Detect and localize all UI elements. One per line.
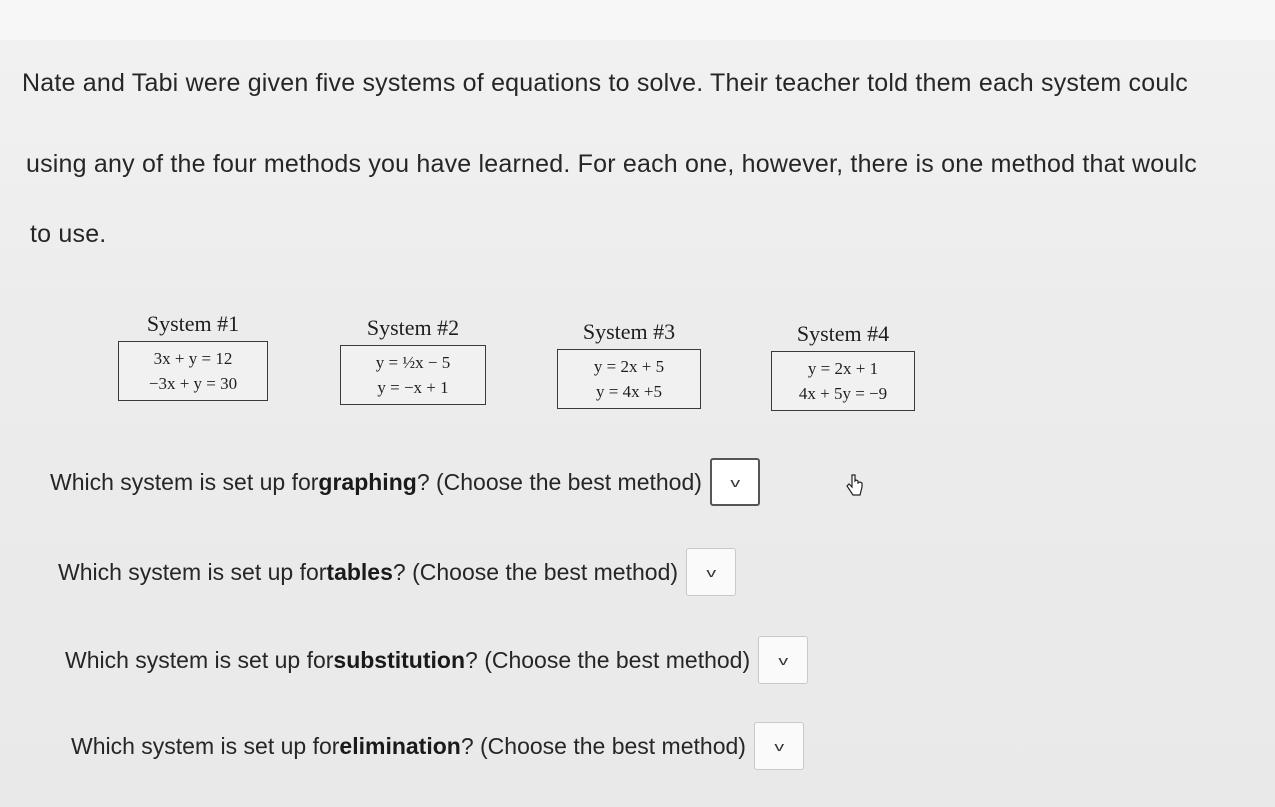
question-suffix: ? (Choose the best method) — [392, 558, 679, 585]
intro-text-line-3: to use. — [30, 220, 107, 248]
equation-1: y = ½x − 5 — [375, 353, 451, 372]
question-substitution — [65, 636, 808, 684]
system-equations-box — [557, 349, 701, 409]
question-prefix: Which system is set up for — [71, 732, 340, 759]
equation-1: y = 2x + 5 — [593, 357, 665, 376]
system-3-card — [557, 319, 701, 409]
chevron-down-icon: v — [706, 564, 716, 580]
system-title: System #3 — [582, 319, 676, 344]
system-equations-box — [340, 345, 486, 405]
graphing-answer-dropdown[interactable] — [710, 458, 760, 506]
question-prefix: Which system is set up for — [58, 558, 327, 585]
question-method: tables — [326, 558, 393, 585]
tables-answer-dropdown[interactable] — [686, 548, 736, 596]
question-suffix: ? (Choose the best method) — [416, 468, 702, 495]
chevron-down-icon: v — [730, 474, 740, 490]
question-suffix: ? (Choose the best method) — [465, 646, 751, 673]
system-4-card — [771, 321, 915, 411]
question-suffix: ? (Choose the best method) — [460, 732, 746, 759]
question-elimination — [71, 722, 804, 770]
system-title: System #2 — [366, 315, 460, 340]
system-2-card — [340, 315, 486, 405]
equation-2: −3x + y = 30 — [148, 374, 238, 393]
question-method: graphing — [318, 468, 417, 495]
system-equations-box — [771, 351, 915, 411]
intro-text-line-2: using any of the four methods you have learned. For each one, however, there is one method that woulc — [26, 150, 1197, 178]
intro-text-line-1: Nate and Tabi were given five systems of equations to solve. Their teacher told them each system coulc — [22, 69, 1188, 97]
pointer-cursor-icon — [845, 473, 865, 499]
system-title: System #1 — [146, 311, 240, 336]
chevron-down-icon: v — [778, 652, 788, 668]
system-title: System #4 — [796, 321, 890, 346]
equation-2: y = −x + 1 — [377, 378, 449, 397]
question-prefix: Which system is set up for — [65, 646, 334, 673]
equation-2: 4x + 5y = −9 — [798, 384, 888, 403]
system-equations-box — [118, 341, 268, 401]
equation-1: 3x + y = 12 — [153, 349, 233, 368]
system-1-card — [118, 311, 268, 401]
equation-1: y = 2x + 1 — [807, 359, 879, 378]
question-graphing — [50, 458, 760, 506]
elimination-answer-dropdown[interactable] — [754, 722, 804, 770]
chevron-down-icon: v — [774, 738, 784, 754]
equation-2: y = 4x +5 — [596, 382, 662, 401]
question-method: elimination — [339, 732, 461, 759]
substitution-answer-dropdown[interactable] — [758, 636, 808, 684]
question-tables — [58, 548, 736, 596]
question-method: substitution — [333, 646, 466, 673]
question-prefix: Which system is set up for — [50, 468, 319, 495]
top-bar — [0, 0, 1275, 40]
